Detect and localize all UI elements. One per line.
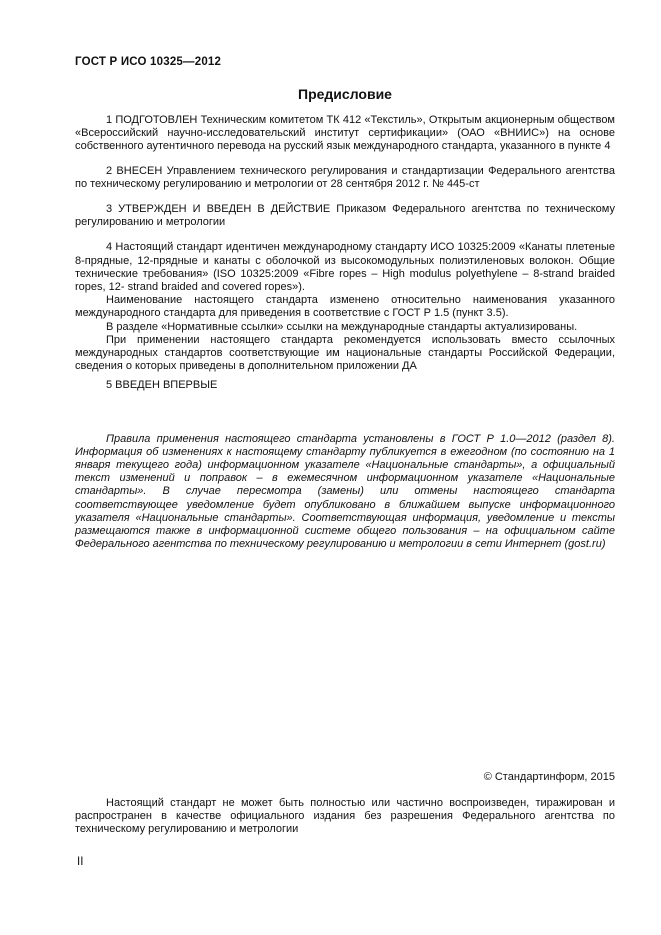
foreword-item-3: 3 УТВЕРЖДЕН И ВВЕДЕН В ДЕЙСТВИЕ Приказом Федерального агентства по техническому регулированию и метрологии [75,203,615,229]
standard-code-header: ГОСТ Р ИСО 10325—2012 [75,56,222,68]
foreword-item-4-note-2: В разделе «Нормативные ссылки» ссылки на международные стандарты актуализированы. [106,320,578,333]
foreword-title: Предисловие [298,86,392,102]
foreword-item-1: 1 ПОДГОТОВЛЕН Техническим комитетом ТК 412 «Текстиль», Открытым акционерным обществом «Всероссийский научно-исследовательский институт сертификации» (ОАО «ВНИИС») на основе собственного аутентичного перевода на русский язык международного стандарта, указанного в пункте 4 [75,114,615,153]
reproduction-restriction-notice: Настоящий стандарт не может быть полностью или частично воспроизведен, тиражирован и распространен в качестве официального издания без разрешения Федерального агентства по техническому регулированию и метрологии [75,797,615,836]
foreword-item-5: 5 ВВЕДЕН ВПЕРВЫЕ [106,379,218,392]
foreword-item-4-note-3: При применении настоящего стандарта рекомендуется использовать вместо ссылочных международных стандартов соответствующие им национальные стандарты Российской Федерации, сведения о которых приведены в дополнительном приложении ДА [75,333,615,373]
foreword-item-2: 2 ВНЕСЕН Управлением технического регулирования и стандартизации Федерального агентства по техническому регулированию и метрологии от 28 сентября 2012 г. № 445-ст [75,164,615,190]
copyright-notice: © Стандартинформ, 2015 [483,771,615,783]
page-number: II [77,856,84,868]
application-rules-note: Правила применения настоящего стандарта установлены в ГОСТ Р 1.0—2012 (раздел 8). Информация об изменениях к настоящему стандарту публикуется в ежегодном (по состоянию на 1 января текущего года) информационном указателе «Национальные стандарты», а официальный текст изменений и поправок – в ежемесячном информационном указателе «Национальные стандарты». В случае пересмотра (замены) или отмены настоящего стандарта соответствующее уведомление будет опубликовано в ближайшем выпуске информационного указателя «Национальные стандарты». Соответствующая информация, уведомление и тексты размещаются также в информационной системе общего пользования – на официальном сайте Федерального агентства по техническому регулированию и метрологии в сети Интернет (gost.ru) [75,432,615,551]
foreword-item-4: 4 Настоящий стандарт идентичен международному стандарту ИСО 10325:2009 «Канаты плетеные 8-прядные, 12-прядные и канаты с оболочкой из высокомодульных полиэтиленовых волокон. Общие технические требования» (ISO 10325:2009 «Fibre ropes – High modulus polyethylene – 8-strand braided ropes, 12- strand braided and covered ropes»). [75,241,615,294]
foreword-item-4-note-1: Наименование настоящего стандарта изменено относительно наименования указанного международного стандарта для приведения в соответствие с ГОСТ Р 1.5 (пункт 3.5). [75,294,615,320]
